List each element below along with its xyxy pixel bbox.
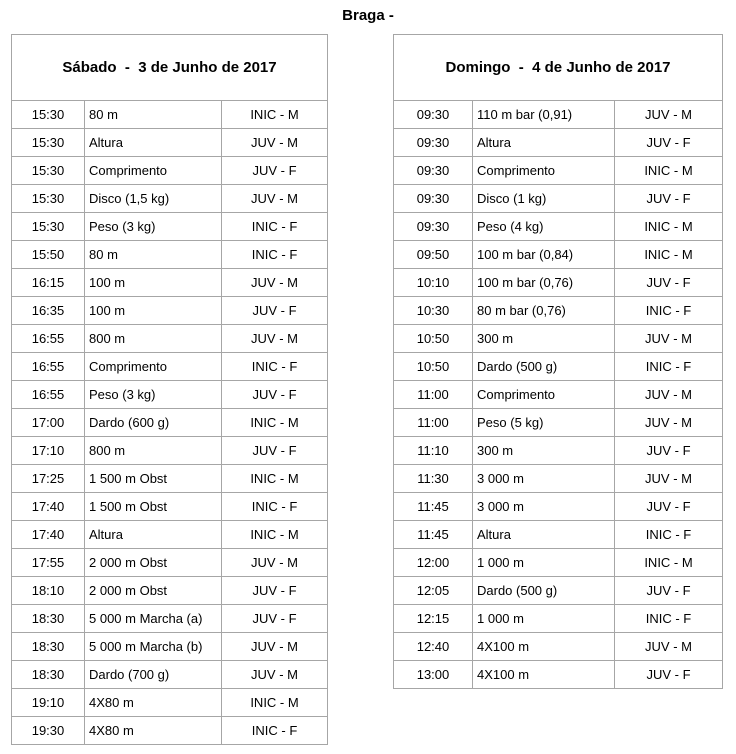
saturday-schedule-row	[12, 381, 328, 409]
event-name: Dardo (600 g)	[85, 409, 222, 437]
event-time: 13:00	[394, 661, 473, 689]
event-time: 15:30	[12, 213, 85, 241]
event-time: 11:45	[394, 493, 473, 521]
event-category: JUV - M	[222, 661, 328, 689]
saturday-schedule-row	[12, 633, 328, 661]
event-category: JUV - F	[615, 437, 723, 465]
event-time: 11:00	[394, 381, 473, 409]
event-time: 16:55	[12, 381, 85, 409]
sunday-schedule-row	[394, 577, 723, 605]
saturday-schedule-row	[12, 157, 328, 185]
event-category: JUV - F	[222, 577, 328, 605]
sunday-schedule-row	[394, 661, 723, 689]
event-category: INIC - M	[222, 409, 328, 437]
event-category: INIC - F	[615, 605, 723, 633]
sunday-header-row	[394, 35, 723, 101]
event-name: Comprimento	[473, 157, 615, 185]
event-time: 17:40	[12, 521, 85, 549]
event-name: 2 000 m Obst	[85, 549, 222, 577]
sunday-schedule-row	[394, 465, 723, 493]
event-category: INIC - F	[222, 213, 328, 241]
event-name: 1 000 m	[473, 549, 615, 577]
saturday-schedule-row	[12, 185, 328, 213]
event-time: 15:50	[12, 241, 85, 269]
event-name: Altura	[473, 129, 615, 157]
saturday-schedule-row	[12, 465, 328, 493]
event-time: 11:45	[394, 521, 473, 549]
event-category: JUV - F	[615, 185, 723, 213]
event-name: 80 m	[85, 101, 222, 129]
saturday-heading: Sábado - 3 de Junho de 2017	[12, 35, 328, 101]
event-category: INIC - F	[222, 353, 328, 381]
event-category: JUV - M	[222, 549, 328, 577]
event-time: 10:10	[394, 269, 473, 297]
saturday-schedule-row	[12, 297, 328, 325]
event-category: JUV - F	[222, 437, 328, 465]
sunday-schedule-row	[394, 521, 723, 549]
event-category: INIC - M	[222, 521, 328, 549]
event-category: JUV - M	[615, 465, 723, 493]
sunday-schedule-row	[394, 549, 723, 577]
sunday-schedule-row	[394, 101, 723, 129]
event-name: Comprimento	[85, 157, 222, 185]
event-category: INIC - F	[615, 297, 723, 325]
sunday-schedule-row	[394, 297, 723, 325]
event-category: JUV - M	[615, 101, 723, 129]
saturday-schedule-row	[12, 129, 328, 157]
event-name: Peso (3 kg)	[85, 213, 222, 241]
event-name: Comprimento	[473, 381, 615, 409]
event-name: 80 m	[85, 241, 222, 269]
event-category: JUV - F	[222, 605, 328, 633]
event-time: 19:10	[12, 689, 85, 717]
event-name: 100 m	[85, 269, 222, 297]
event-time: 12:40	[394, 633, 473, 661]
sunday-schedule-row	[394, 213, 723, 241]
event-name: 800 m	[85, 437, 222, 465]
event-category: JUV - F	[222, 297, 328, 325]
event-time: 12:00	[394, 549, 473, 577]
event-time: 10:50	[394, 325, 473, 353]
saturday-rows	[12, 101, 328, 745]
event-name: Peso (4 kg)	[473, 213, 615, 241]
sunday-schedule-row	[394, 157, 723, 185]
sunday-schedule-row	[394, 353, 723, 381]
event-category: JUV - M	[615, 381, 723, 409]
event-category: INIC - F	[222, 493, 328, 521]
event-time: 16:35	[12, 297, 85, 325]
event-name: Disco (1,5 kg)	[85, 185, 222, 213]
saturday-schedule-row	[12, 353, 328, 381]
event-category: JUV - F	[615, 269, 723, 297]
event-time: 16:15	[12, 269, 85, 297]
event-category: INIC - M	[222, 689, 328, 717]
event-name: Altura	[473, 521, 615, 549]
sunday-schedule-row	[394, 409, 723, 437]
event-category: JUV - F	[222, 157, 328, 185]
event-time: 15:30	[12, 157, 85, 185]
event-category: JUV - M	[222, 129, 328, 157]
event-category: JUV - M	[615, 633, 723, 661]
event-name: 4X80 m	[85, 689, 222, 717]
event-category: JUV - F	[615, 661, 723, 689]
sunday-heading: Domingo - 4 de Junho de 2017	[394, 35, 723, 101]
event-name: 1 500 m Obst	[85, 493, 222, 521]
event-time: 12:15	[394, 605, 473, 633]
saturday-schedule-row	[12, 493, 328, 521]
saturday-schedule-row	[12, 549, 328, 577]
event-category: INIC - M	[222, 101, 328, 129]
event-time: 11:30	[394, 465, 473, 493]
saturday-schedule-row	[12, 213, 328, 241]
saturday-schedule-row	[12, 661, 328, 689]
event-name: 300 m	[473, 325, 615, 353]
saturday-schedule-row	[12, 605, 328, 633]
event-time: 09:30	[394, 129, 473, 157]
event-category: INIC - M	[615, 241, 723, 269]
event-time: 17:00	[12, 409, 85, 437]
event-name: 80 m bar (0,76)	[473, 297, 615, 325]
event-name: 4X100 m	[473, 633, 615, 661]
event-name: 300 m	[473, 437, 615, 465]
sunday-schedule-row	[394, 185, 723, 213]
event-time: 18:10	[12, 577, 85, 605]
event-category: JUV - M	[615, 325, 723, 353]
event-name: Dardo (500 g)	[473, 353, 615, 381]
event-time: 09:50	[394, 241, 473, 269]
event-name: Peso (3 kg)	[85, 381, 222, 409]
event-time: 09:30	[394, 213, 473, 241]
event-category: INIC - M	[615, 549, 723, 577]
event-name: 110 m bar (0,91)	[473, 101, 615, 129]
event-time: 17:10	[12, 437, 85, 465]
saturday-schedule-row	[12, 437, 328, 465]
event-category: JUV - M	[222, 185, 328, 213]
saturday-schedule-row	[12, 717, 328, 745]
event-time: 15:30	[12, 185, 85, 213]
sunday-schedule-row	[394, 437, 723, 465]
sunday-schedule-row	[394, 605, 723, 633]
sunday-schedule-row	[394, 493, 723, 521]
event-category: JUV - M	[222, 325, 328, 353]
saturday-schedule-row	[12, 325, 328, 353]
saturday-schedule-row	[12, 577, 328, 605]
sunday-schedule-row	[394, 633, 723, 661]
sunday-schedule-row	[394, 381, 723, 409]
event-name: Dardo (500 g)	[473, 577, 615, 605]
event-time: 19:30	[12, 717, 85, 745]
event-time: 16:55	[12, 325, 85, 353]
event-category: JUV - F	[615, 129, 723, 157]
event-category: INIC - M	[615, 213, 723, 241]
event-name: 1 000 m	[473, 605, 615, 633]
saturday-schedule-row	[12, 101, 328, 129]
saturday-schedule-row	[12, 409, 328, 437]
event-category: JUV - M	[222, 633, 328, 661]
event-time: 18:30	[12, 661, 85, 689]
event-name: Disco (1 kg)	[473, 185, 615, 213]
event-name: 100 m	[85, 297, 222, 325]
event-name: 800 m	[85, 325, 222, 353]
page-title: Braga -	[342, 7, 394, 24]
saturday-schedule-table	[11, 34, 328, 745]
event-name: Peso (5 kg)	[473, 409, 615, 437]
event-name: 4X80 m	[85, 717, 222, 745]
event-category: JUV - M	[615, 409, 723, 437]
event-time: 16:55	[12, 353, 85, 381]
event-name: 3 000 m	[473, 465, 615, 493]
event-name: 100 m bar (0,76)	[473, 269, 615, 297]
event-time: 17:40	[12, 493, 85, 521]
event-name: 5 000 m Marcha (a)	[85, 605, 222, 633]
event-name: 2 000 m Obst	[85, 577, 222, 605]
sunday-schedule-row	[394, 129, 723, 157]
event-time: 18:30	[12, 605, 85, 633]
sunday-schedule-row	[394, 325, 723, 353]
event-name: Dardo (700 g)	[85, 661, 222, 689]
event-name: Comprimento	[85, 353, 222, 381]
event-name: 4X100 m	[473, 661, 615, 689]
event-category: INIC - M	[222, 465, 328, 493]
event-category: INIC - M	[615, 157, 723, 185]
event-category: INIC - F	[222, 241, 328, 269]
event-time: 11:10	[394, 437, 473, 465]
event-name: 5 000 m Marcha (b)	[85, 633, 222, 661]
event-time: 09:30	[394, 101, 473, 129]
event-time: 09:30	[394, 185, 473, 213]
sunday-schedule-table	[393, 34, 723, 689]
event-name: 1 500 m Obst	[85, 465, 222, 493]
event-time: 17:25	[12, 465, 85, 493]
event-category: INIC - F	[615, 353, 723, 381]
event-name: Altura	[85, 129, 222, 157]
event-category: INIC - F	[222, 717, 328, 745]
event-time: 11:00	[394, 409, 473, 437]
event-time: 12:05	[394, 577, 473, 605]
event-category: JUV - F	[615, 577, 723, 605]
saturday-schedule-row	[12, 521, 328, 549]
event-time: 18:30	[12, 633, 85, 661]
event-category: JUV - F	[615, 493, 723, 521]
saturday-header-row	[12, 35, 328, 101]
event-time: 15:30	[12, 101, 85, 129]
event-time: 10:30	[394, 297, 473, 325]
event-time: 10:50	[394, 353, 473, 381]
event-category: JUV - F	[222, 381, 328, 409]
event-category: INIC - F	[615, 521, 723, 549]
sunday-schedule-row	[394, 269, 723, 297]
sunday-rows	[394, 101, 723, 689]
sunday-schedule-row	[394, 241, 723, 269]
event-time: 15:30	[12, 129, 85, 157]
saturday-schedule-row	[12, 689, 328, 717]
event-time: 17:55	[12, 549, 85, 577]
event-name: Altura	[85, 521, 222, 549]
saturday-schedule-row	[12, 241, 328, 269]
event-category: JUV - M	[222, 269, 328, 297]
event-time: 09:30	[394, 157, 473, 185]
event-name: 100 m bar (0,84)	[473, 241, 615, 269]
event-name: 3 000 m	[473, 493, 615, 521]
saturday-schedule-row	[12, 269, 328, 297]
